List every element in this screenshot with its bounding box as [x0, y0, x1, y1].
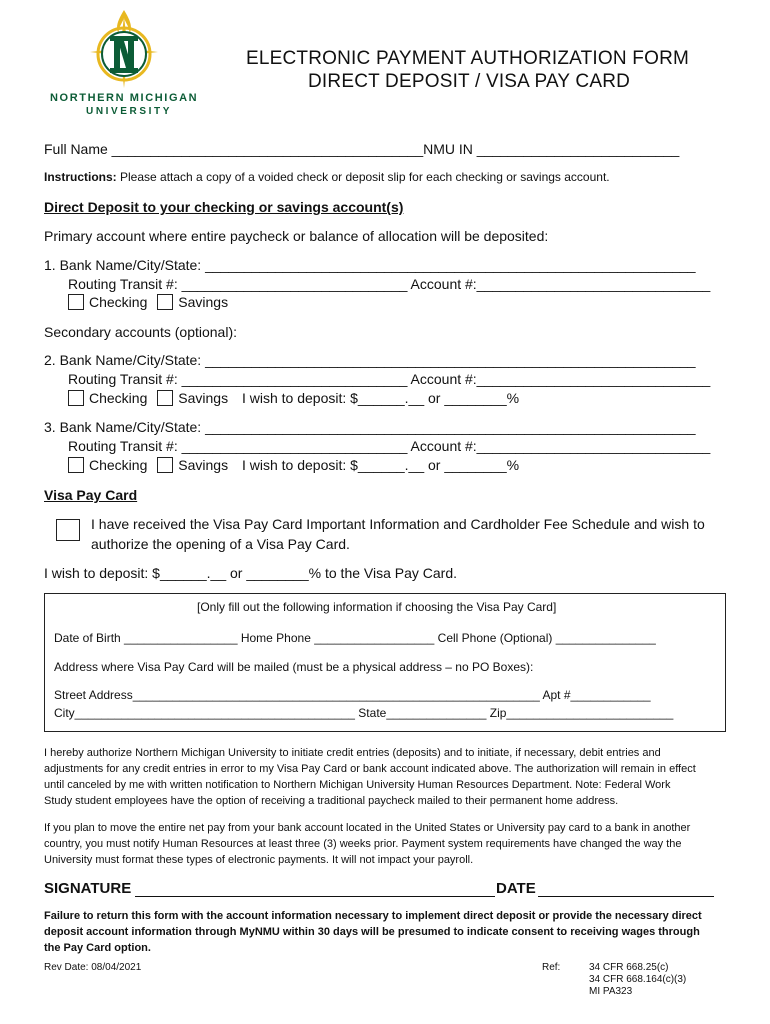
full-name-nmu-in-field[interactable]: Full Name ________________________________________NMU IN __________________________ — [44, 141, 680, 157]
date-label: DATE — [496, 880, 536, 897]
account-1-routing-field[interactable]: Routing Transit #: _____________________________ Account #:______________________________ — [68, 276, 711, 292]
ref-2: 34 CFR 668.164(c)(3) — [589, 974, 687, 985]
account-1-checking-checkbox[interactable] — [68, 294, 84, 310]
visa-receipt-checkbox[interactable] — [56, 519, 80, 541]
account-3-checking-checkbox[interactable] — [68, 457, 84, 473]
checking-label: Checking — [89, 457, 148, 473]
authorization-p1-l4: Study student employees have the option of receiving a traditional paycheck mailed to their permanent home address. — [44, 795, 619, 807]
account-2-deposit-field[interactable]: I wish to deposit: $______.__ or ________% — [241, 390, 520, 406]
signature-line[interactable] — [135, 895, 495, 897]
rev-date: Rev Date: 08/04/2021 — [44, 962, 142, 973]
account-3-routing-field[interactable]: Routing Transit #: _____________________________ Account #:______________________________ — [68, 438, 711, 454]
visa-address-note: Address where Visa Pay Card will be mailed (must be a physical address – no PO Boxes): — [54, 660, 534, 674]
savings-label: Savings — [178, 390, 229, 406]
visa-box-title: [Only fill out the following information if choosing the Visa Pay Card] — [197, 600, 557, 614]
account-3-bank-field[interactable]: 3. Bank Name/City/State: _______________________________________________________________ — [44, 419, 696, 435]
logo-line2: UNIVERSITY — [86, 106, 173, 117]
visa-street-field[interactable]: Street Address_____________________________________________________________ Apt #____________ — [54, 688, 651, 702]
form-title-line2: DIRECT DEPOSIT / VISA PAY CARD — [308, 71, 631, 92]
account-1-bank-field[interactable]: 1. Bank Name/City/State: _______________________________________________________________ — [44, 257, 696, 273]
secondary-accounts-note: Secondary accounts (optional): — [44, 324, 237, 340]
visa-deposit-field[interactable]: I wish to deposit: $______.__ or ________% to the Visa Pay Card. — [44, 565, 458, 581]
visa-dob-phone-fields[interactable]: Date of Birth _________________ Home Phone __________________ Cell Phone (Optional) _______________ — [54, 631, 656, 645]
checking-label: Checking — [89, 294, 148, 310]
instructions-text: Please attach a copy of a voided check or deposit slip for each checking or savings account. — [116, 170, 610, 184]
account-3-type — [68, 457, 519, 473]
authorization-p2-l2: country, you must notify Human Resources at least three (3) weeks prior. Payment system requirements have changed the way the — [44, 838, 682, 850]
signature-label: SIGNATURE — [44, 880, 132, 897]
savings-label: Savings — [178, 457, 229, 473]
account-1-type — [68, 294, 228, 310]
primary-account-note: Primary account where entire paycheck or balance of allocation will be deposited: — [44, 228, 549, 244]
ref-1: 34 CFR 668.25(c) — [589, 962, 669, 973]
account-2-checking-checkbox[interactable] — [68, 390, 84, 406]
visa-info-box — [44, 593, 726, 732]
account-2-bank-field[interactable]: 2. Bank Name/City/State: _______________________________________________________________ — [44, 352, 696, 368]
instructions-label: Instructions: — [44, 170, 117, 184]
visa-receipt-line1: I have received the Visa Pay Card Important Information and Cardholder Fee Schedule and wish to — [91, 516, 705, 532]
visa-pay-card-heading: Visa Pay Card — [44, 487, 138, 503]
visa-receipt-line2: authorize the opening of a Visa Pay Card. — [91, 536, 350, 552]
failure-notice-l3: the Pay Card option. — [44, 942, 151, 954]
ref-3: MI PA323 — [589, 986, 633, 997]
failure-notice-l2: deposit account information through MyNMU within 30 days will be presumed to indicate consent to receiving wages through — [44, 926, 700, 938]
authorization-p2-l3: University must format these types of electronic payments. It will not impact your payroll. — [44, 854, 474, 866]
instructions — [44, 170, 610, 184]
authorization-p1-l3: until canceled by me with written notification to Northern Michigan University Human Resources Department. Note: Federal Work — [44, 779, 671, 791]
visa-city-state-zip-field[interactable]: City__________________________________________ State_______________ Zip_________________________ — [54, 706, 674, 720]
account-3-savings-checkbox[interactable] — [157, 457, 173, 473]
direct-deposit-heading: Direct Deposit to your checking or savings account(s) — [44, 199, 404, 215]
account-1-savings-checkbox[interactable] — [157, 294, 173, 310]
account-3-deposit-field[interactable]: I wish to deposit: $______.__ or ________% — [241, 457, 520, 473]
authorization-p1-l2: adjustments for any credit entries in error to my Visa Pay Card or bank account indicated above. The authorization will remain in effect — [44, 763, 696, 775]
checking-label: Checking — [89, 390, 148, 406]
savings-label: Savings — [178, 294, 229, 310]
account-2-routing-field[interactable]: Routing Transit #: _____________________________ Account #:______________________________ — [68, 371, 711, 387]
failure-notice-l1: Failure to return this form with the account information necessary to implement direct deposit or provide the necessary direct — [44, 910, 702, 922]
authorization-p2-l1: If you plan to move the entire net pay from your bank account located in the United States or University pay card to a bank in another — [44, 822, 691, 834]
form-title-line1: ELECTRONIC PAYMENT AUTHORIZATION FORM — [246, 48, 690, 69]
nmu-emblem-icon — [48, 8, 200, 98]
university-logo — [48, 8, 200, 120]
ref-label: Ref: — [542, 962, 561, 973]
logo-line1: NORTHERN MICHIGAN — [50, 92, 199, 104]
authorization-p1-l1: I hereby authorize Northern Michigan University to initiate credit entries (deposits) and to initiate, if necessary, debit entries and — [44, 747, 661, 759]
account-2-type — [68, 390, 519, 406]
date-line[interactable] — [538, 895, 714, 897]
account-2-savings-checkbox[interactable] — [157, 390, 173, 406]
